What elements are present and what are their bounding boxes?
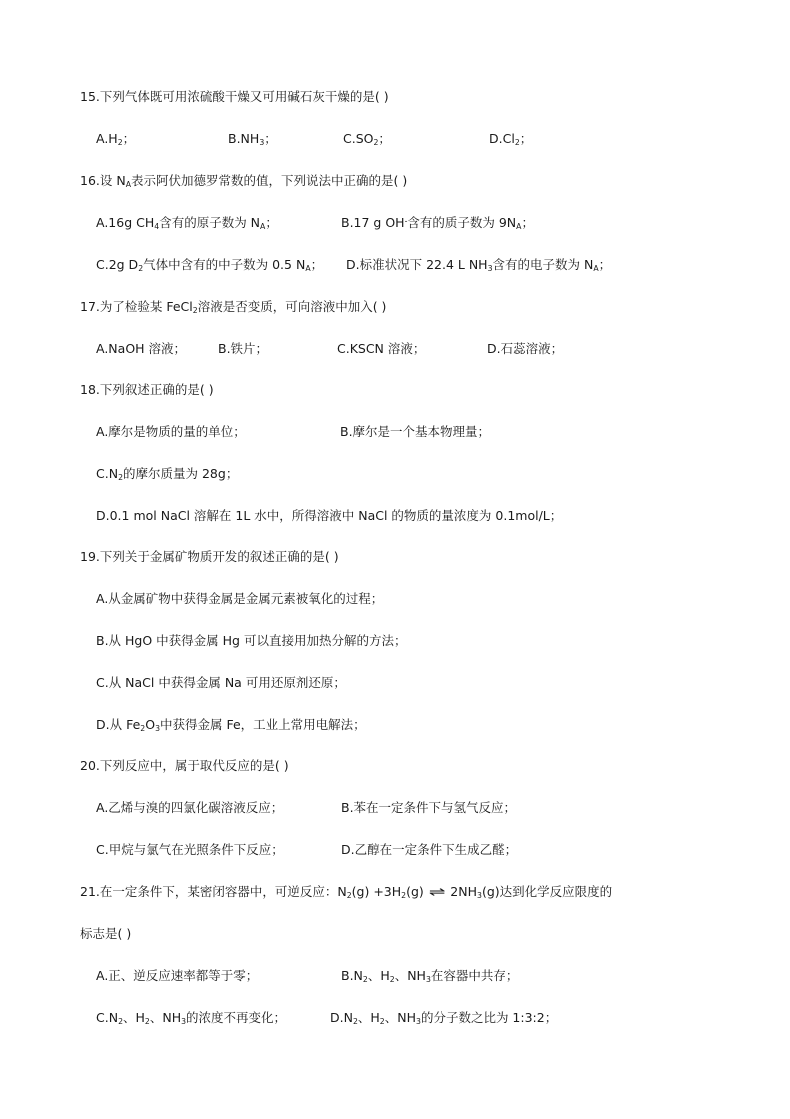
question-18-stem: 18.下列叙述正确的是( ) xyxy=(80,382,214,397)
question-17-stem: 17.为了检验某 FeCl$_2$溶液是否变质，可向溶液中加入( ) xyxy=(80,299,387,315)
question-18-option-d: D.0.1 mol NaCl 溶解在 1L 水中，所得溶液中 NaCl 的物质的量浓度为 0.1mol/L； xyxy=(96,508,563,523)
question-18-option-c: $C.N_2$的摩尔质量为 28g； xyxy=(96,466,239,482)
question-15-option-c: $C.SO_2$； xyxy=(343,131,391,147)
question-19-option-c: C.从 NaCl 中获得金属 Na 可用还原剂还原； xyxy=(96,675,346,690)
question-19-option-a: A.从金属矿物中获得金属是金属元素被氧化的过程； xyxy=(96,591,384,606)
question-17-option-a: A.NaOH 溶液； xyxy=(96,341,187,356)
question-21-option-d: $D.N_2$、$H_2$、$NH_3$的分子数之比为 1:3:2； xyxy=(330,1010,558,1026)
question-15-option-a: $A.H_2$； xyxy=(96,131,136,147)
question-19-option-b: B.从 HgO 中获得金属 Hg 可以直接用加热分解的方法； xyxy=(96,633,407,648)
question-20-option-c: C.甲烷与氯气在光照条件下反应； xyxy=(96,842,284,857)
question-20-option-b: B.苯在一定条件下与氢气反应； xyxy=(341,800,517,815)
question-21-option-c: $C.N_2$、$H_2$、$NH_3$的浓度不再变化； xyxy=(96,1010,287,1026)
question-20-option-a: A.乙烯与溴的四氯化碳溶液反应； xyxy=(96,800,284,815)
question-19-stem: 19.下列关于金属矿物质开发的叙述正确的是( ) xyxy=(80,549,339,564)
question-20-stem: 20.下列反应中，属于取代反应的是( ) xyxy=(80,758,289,773)
question-21-stem: 21.在一定条件下，某密闭容器中，可逆反应：$N_2(g) +3H_2(g)$ ⇌ $2NH_3(g)$达到化学反应限度的 xyxy=(80,884,613,900)
question-15-option-d: $D.Cl_2$； xyxy=(489,131,533,147)
question-18-option-b: B.摩尔是一个基本物理量； xyxy=(340,424,491,439)
question-16-option-c: C.2g $D_2$气体中含有的中子数为 0.5 $N_A$； xyxy=(96,257,324,273)
reversible-arrow-icon: ⇌ xyxy=(428,884,446,899)
question-15-option-b: $B.NH_3$； xyxy=(228,131,277,147)
question-17-option-b: B.铁片； xyxy=(218,341,269,356)
question-21-option-a: A.正、逆反应速率都等于零； xyxy=(96,968,259,983)
question-21-option-b: $B.N_2$、$H_2$、$NH_3$在容器中共存； xyxy=(341,968,519,984)
question-18-option-a: A.摩尔是物质的量的单位； xyxy=(96,424,246,439)
question-16-option-d: D.标准状况下 22.4 L $NH_3$含有的电子数为 $N_A$； xyxy=(346,257,612,273)
question-19-option-d: D.从 $Fe_2O_3$中获得金属 Fe，工业上常用电解法； xyxy=(96,717,366,733)
question-17-option-c: C.KSCN 溶液； xyxy=(337,341,426,356)
question-16-stem: 16.设 $N_A$表示阿伏加德罗常数的值，下列说法中正确的是( ) xyxy=(80,173,408,189)
question-20-option-d: D.乙醇在一定条件下生成乙醛； xyxy=(341,842,518,857)
question-21-stem-continued: 标志是( ) xyxy=(80,926,132,941)
question-17-option-d: D.石蕊溶液； xyxy=(487,341,564,356)
question-16-option-b: B.17 g OH-含有的质子数为 $9N_A$； xyxy=(341,215,534,231)
question-16-option-a: A.16g $CH_4$含有的原子数为 $N_A$； xyxy=(96,215,278,231)
question-15-stem: 15.下列气体既可用浓硫酸干燥又可用碱石灰干燥的是( ) xyxy=(80,89,389,104)
